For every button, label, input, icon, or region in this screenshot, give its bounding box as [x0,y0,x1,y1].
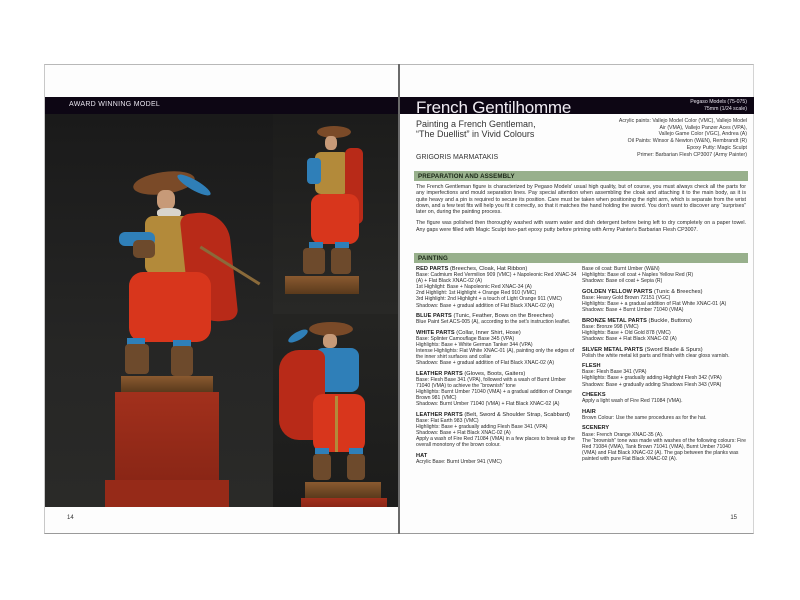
block-line: Intense Highlights: Flat White XNAC-01 (A), painting only the edges of the inner shirt surfaces and collar [416,348,575,361]
paint-block-hair [582,409,746,421]
paint-block-flesh [582,363,746,387]
award-winning-label: AWARD WINNING MODEL [69,101,161,108]
block-line: Base: Bronze 998 (VMC) [582,323,639,330]
block-line: 3rd Highlight: 2nd Highlight + a touch of Light Orange 911 (VMC) [416,296,562,303]
block-line: 1st Highlight: Base + Napoleonic Red XNAC-34 (A) [416,284,532,291]
paints-line: Air (VMA), Vallejo Panzer Aces (VPA), [659,124,747,131]
block-heading: RED PARTS [416,266,449,272]
block-note: (Belt, Sword & Shoulder Strap, Scabbard) [464,411,570,418]
article-title: French Gentilhomme [416,98,572,117]
section-heading-label: PAINTING [418,254,448,262]
page-number-left: 14 [67,515,74,521]
block-line: Shadows: Base + gradual addition of Flat Black XNAC-02 (A) [416,302,555,309]
block-line: Base: Flesh Base 341 (VPA), followed with a wash of Burnt Umber 71040 (VMA) to achieve the “brownish” tone [416,377,566,390]
paint-block-blue-parts [416,313,580,325]
paints-line: Epoxy Putty: Magic Sculpt [686,144,747,151]
block-line: Highlights: Base + gradually adding Highlight Flesh 342 (VPA) [582,375,722,382]
paints-line: Primer: Barbarian Flesh CP3007 (Army Painter) [637,151,747,158]
paint-block-cheeks [582,392,746,404]
subtitle-line: Painting a French Gentleman, [416,119,536,129]
block-line: Shadows: Base + gradual addition of Flat Black XNAC-02 (A) [416,360,555,367]
block-note: (Buckle, Buttons) [648,317,692,324]
block-line: Shadows: Base + Burnt Umber 71040 (VMA) [582,307,684,314]
block-line: Base oil coat: Burnt Umber (W&N) [582,266,660,272]
paints-line: Oil Paints: Winsor & Newton (W&N), Rembrandt (R) [627,138,747,145]
section-heading-label: PREPARATION AND ASSEMBLY [418,172,515,180]
block-heading: BRONZE METAL PARTS [582,317,647,324]
block-line: Apply a wash of Fire Red 71084 (VMA) in a few places to break up the overall monotony of the brown colour. [416,436,575,449]
block-heading: SCENERY [582,425,610,432]
paints-line: Acrylic paints: Vallejo Model Color (VMC), Vallejo Model [618,118,747,124]
paints-line: Vallejo Game Color (VGC), Andrea (A) [658,131,747,138]
paint-block-bronze-metal [582,318,746,342]
photo-area [45,114,399,507]
paint-block-leather-belt [416,412,580,449]
section-heading-painting [414,253,748,263]
block-line: Base: Flesh Base 341 (VPA) [582,369,647,376]
block-line: Apply a light wash of Fire Red 71084 (VMA). [582,398,683,405]
paint-block-scenery [582,425,746,462]
block-line: Blue Paint Set ACS-005 (A), according to the set's instruction leaflet. [416,319,571,326]
author-name: GRIGORIS MARMATAKIS [416,154,499,161]
block-line: Highlights: Burnt Umber 71040 (VMA) + a gradual addition of Orange Brown 981 (VMC) [416,389,572,402]
block-heading: FLESH [582,363,601,370]
paint-block-leather-gloves [416,371,580,408]
block-line: Highlights: Base + White German Tanker 344 (VPA) [416,342,533,349]
maker-line: Pegaso Models (75-075) [690,99,747,105]
block-note: (Sword Blade & Spurs) [644,346,703,353]
block-line: Shadows: Base + gradually adding Shadows Flesh 343 (VPA) [582,381,722,388]
block-line: Polish the white metal kit parts and finish with clear gloss varnish. [582,352,730,359]
block-note: (Tunic, Feather, Bows on the Breeches) [453,313,554,320]
block-line: Highlights: Base + a gradual addition of Flat White XNAC-01 (A) [582,300,727,307]
kit-maker-info [690,99,747,112]
block-line: 2nd Highlight: 1st Highlight + Orange Red 910 (VMC) [416,290,537,297]
block-line: Base: Cadmium Red Vermilion 909 (VMC) + Napoleonic Red XNAC-34 (A) + Flat Black XNAC-02 (A) [416,272,577,285]
painting-column-left [416,266,580,470]
paint-block-silver-metal [582,347,746,359]
block-line: Base: Heavy Gold Brown 72151 (VGC) [582,294,671,301]
block-line: Highlights: Base + Old Gold 878 (VMC) [582,329,671,336]
scale-line: 75mm (1/24 scale) [704,105,747,112]
block-line: Acrylic Base: Burnt Umber 941 (VMC) [416,459,502,466]
block-heading: CHEEKS [582,392,606,399]
block-line: Base: Splinter Camouflage Base 345 (VPA) [416,335,515,342]
block-line: Shadows: Base + Flat Black XNAC-02 (A) [416,430,511,437]
paint-block-hat-continued [582,266,746,284]
block-line: Shadows: Base + Flat Black XNAC-02 (A) [582,335,677,342]
block-note: (Tunic & Breeches) [653,288,703,295]
block-heading: LEATHER PARTS [416,411,463,418]
paint-block-hat [416,453,580,465]
block-heading: GOLDEN YELLOW PARTS [582,288,653,295]
preparation-text [416,184,746,233]
block-note: (Collar, Inner Shirt, Hose) [456,329,521,336]
paint-block-red-parts [416,266,580,309]
block-line: Highlights: Base + gradually adding Flesh Base 341 (VPA) [416,424,548,431]
block-heading: BLUE PARTS [416,313,452,320]
block-heading: LEATHER PARTS [416,370,463,377]
block-note: (Breeches, Cloak, Hat Ribbon) [449,266,528,272]
main-figure-photo [45,114,273,507]
side-figure-photo-top [273,114,399,314]
block-line: Base: French Orange XNAC-35 (A). [582,431,664,438]
paragraph: The figure was polished then thoroughly washed with warm water and dish detergent before being left to dry completely on a paper towel. Any gaps were filled with Magic Sculpt two-part epoxy putty before priming with Army Painter's Barbarian Flesh CP3007. [416,220,746,233]
page-number-right: 15 [730,515,737,521]
left-page [44,64,398,534]
block-heading: HAT [416,453,428,460]
section-heading-preparation [414,171,748,181]
subtitle-line: “The Duellist” in Vivid Colours [416,129,535,139]
block-line: Highlights: Base oil coat + Naples Yellow Red (R) [582,272,694,279]
block-line: The “brownish” tone was made with washes of the following colours: Fire Red 71084 (VMA), Tank Brown 71041 (VMA), Burnt Umber 71040 (VMA) and Flat Black XNAC-02 (A). The gap between the planks was painted with pure Flat Black XNAC-02 (A). [582,437,746,462]
right-page [400,64,754,534]
left-banner [45,97,399,114]
magazine-spread [44,64,756,534]
block-heading: HAIR [582,408,596,415]
paint-block-golden-yellow [582,289,746,313]
block-heading: SILVER METAL PARTS [582,346,644,353]
block-line: Brown Colour: Use the same procedures as for the hat. [582,414,707,421]
paint-block-white-parts [416,330,580,367]
painting-column-right [582,266,746,467]
article-subtitle [416,119,536,139]
block-heading: WHITE PARTS [416,329,455,336]
block-line: Base: Flat Earth 983 (VMC) [416,418,479,425]
paragraph: The French Gentleman figure is characterized by Pegaso Models' usual high quality, but of course, you must always check all the parts for any imperfections and mould separation lines. Pay special attention when assembling the cloak and attaching it to the main body, as it is quite heavy and a pin is required to secure its position. Care must be taken when positioning the right arm, which is separate from the wrist down, and a few test fits will help you fit it correctly, so that it matches the hand holding the sword. You don't want to discover any “surprises” later on, during the painting process. [416,184,746,216]
block-note: (Gloves, Boots, Gaiters) [464,370,526,377]
side-figure-photo-bottom [273,314,399,507]
block-line: Shadows: Base oil coat + Sepia (R) [582,278,663,285]
block-line: Shadows: Burnt Umber 71040 (VMA) + Flat Black XNAC-02 (A) [416,401,560,408]
paints-list [557,118,747,158]
